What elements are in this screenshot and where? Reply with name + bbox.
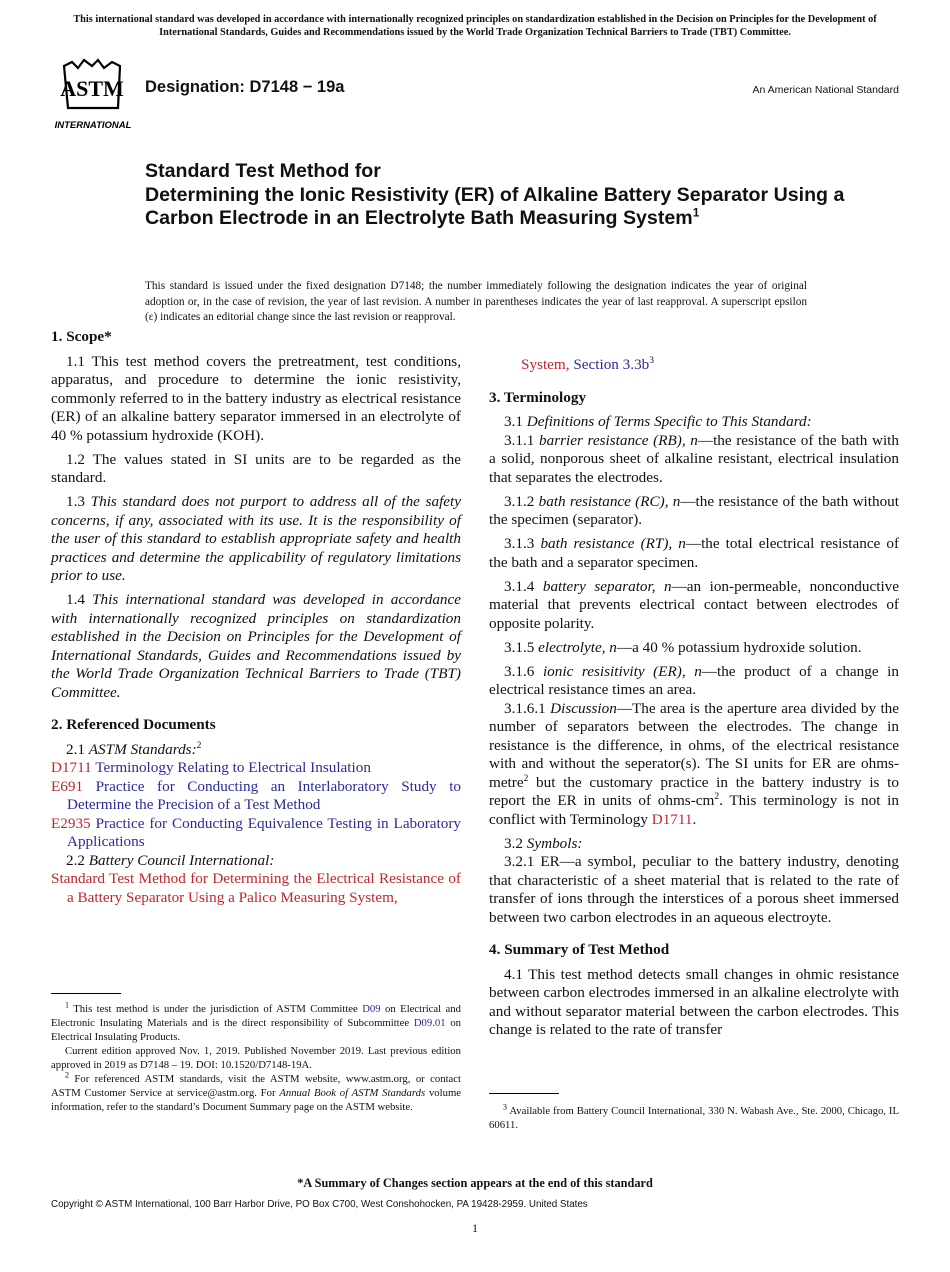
title-footnote-mark: 1 bbox=[692, 205, 700, 220]
battery-council-label: 2.2 Battery Council International: bbox=[66, 851, 275, 869]
discussion-3-1-6-1: 3.1.6.1 Discussion—The area is the aperture area divided by the number of separators between the electrodes. The change in resistance is the difference, in ohms, of the electrical resistance with and without the seperator(s). The SI units for ER are ohms-metre$^2$ but the customary practice in the battery industry is to report the ER in units of ohms-$cm^2$. This terminology is not in conflict with Terminology D1711. bbox=[489, 699, 899, 828]
title-line-1: Standard Test Method for bbox=[145, 160, 381, 182]
summary-4-1: 4.1 This test method detects small changes in ohmic resistance between carbon electrodes immersed in an alkaline electrolyte with and without separator material between the carbon electrodes. This change is related to the rate of transfer bbox=[489, 965, 899, 1038]
ref-e691-link[interactable]: E691 Practice for Conducting an Interlaboratory Study to Determine the Precision of a Test Method bbox=[51, 777, 462, 813]
definition-3-1-6: 3.1.6 ionic resisitivity (ER), n—the product of a change in electrical resistance times an area. bbox=[489, 662, 899, 698]
ref-d1711-link[interactable]: D1711 Terminology Relating to Electrical Insulation bbox=[51, 759, 371, 776]
footnote-d0901-link[interactable]: D09.01 bbox=[413, 1017, 446, 1029]
logo-subtext: INTERNATIONAL bbox=[54, 120, 132, 131]
ref-bci-link[interactable]: Standard Test Method for Determining the Electrical Resistance of a Battery Separator Using a Palico Measuring System, bbox=[51, 870, 461, 906]
footnote-d09-link[interactable]: D09 bbox=[362, 1003, 381, 1015]
terminology-heading: 3. Terminology bbox=[489, 388, 587, 406]
astm-logo-icon bbox=[52, 58, 134, 132]
designation-intro: This standard is issued under the fixed designation D7148; the number immediately following the designation indicates the year of original adoption or, in the case of revision, the year of last revision. A number in parentheses indicates the year of last reapproval. A superscript epsilon (ε) indicates an editorial change since the last revision or reapproval. bbox=[145, 280, 807, 324]
symbols-3-2: 3.2 Symbols: bbox=[504, 834, 583, 852]
scope-1-1: 1.1 This test method covers the pretreatment, test conditions, apparatus, and procedure to determine the ionic resistivity, commonly referred to in the battery industry as electrical resistance (ER) of an alkaline battery separator immersed in an electrolyte of 40 % potassium hydroxide (KOH). bbox=[51, 352, 461, 444]
definition-3-1-3: 3.1.3 bath resistance (RT), n—the total electrical resistance of the bath and a separator specimen. bbox=[489, 535, 900, 571]
designation: Designation: D7148 − 19a bbox=[145, 78, 345, 96]
definition-3-1-4: 3.1.4 battery separator, n—an ion-permeable, nonconductive material that prevents electrical contact between electrodes of opposite polarity. bbox=[489, 577, 900, 632]
footnote-1-edition: Current edition approved Nov. 1, 2019. Published November 2019. Last previous edition approved in 2019 as D7148 – 19. DOI: 10.1520/D7148-19A. bbox=[51, 1045, 461, 1071]
footnote-rule-left bbox=[51, 993, 121, 994]
footnotes-right bbox=[489, 1104, 899, 1132]
definition-3-1-1: 3.1.1 barrier resistance (RB), n—the resistance of the bath with a solid, nonporous sheet of alkaline resistant, electrical insulation that separates the electrodes. bbox=[489, 431, 899, 486]
astm-standards-label: 2.1 ASTM Standards:$^2$ bbox=[66, 740, 202, 758]
scope-1-3: 1.3 This standard does not purport to address all of the safety concerns, if any, associated with its use. It is the responsibility of the user of this standard to establish appropriate safety and health practices and determine the applicability of regulatory limitations prior to use. bbox=[51, 493, 462, 584]
summary-heading: 4. Summary of Test Method bbox=[489, 941, 670, 958]
symbol-3-2-1: 3.2.1 ER—a symbol, peculiar to the battery industry, denoting that characteristic of a sheet material that is related to the rate of transfer of ions through the interstices of a porous sheet immersed between two carbon electrodes in an aqueous electroyte. bbox=[489, 853, 899, 926]
definition-3-1-2: 3.1.2 bath resistance (RC), n—the resistance of the bath without the specimen (separator). bbox=[489, 492, 899, 528]
terminology-3-1: 3.1 Definitions of Terms Specific to This Standard: bbox=[504, 413, 812, 430]
title-line-2: Determining the Ionic Resistivity (ER) of Alkaline Battery Separator Using a Carbon Electrode in an Electrolyte Bath Measuring System$^1$ bbox=[145, 183, 845, 229]
discussion-d1711-link[interactable]: D1711 bbox=[651, 810, 693, 828]
page-number: 1 bbox=[472, 1221, 478, 1235]
footnote-3: $^3$ Available from Battery Council International, 330 N. Wabash Ave., Ste. 2000, Chicago, IL 60611. bbox=[489, 1102, 900, 1131]
definition-3-1-5: 3.1.5 electrolyte, n—a 40 % potassium hydroxide solution. bbox=[504, 638, 862, 656]
logo-text: ASTM bbox=[60, 76, 124, 101]
scope-1-2: 1.2 The values stated in SI units are to be regarded as the standard. bbox=[51, 450, 461, 486]
referenced-documents-heading: 2. Referenced Documents bbox=[51, 716, 216, 733]
summary-of-changes-note: *A Summary of Changes section appears at the end of this standard bbox=[297, 1176, 653, 1190]
document-title bbox=[145, 160, 885, 231]
ref-e2935-link[interactable]: E2935 Practice for Conducting Equivalence Testing in Laboratory Applications bbox=[51, 814, 462, 850]
bci-ref-continuation[interactable]: System, Section $3.3b^3$ bbox=[521, 355, 655, 373]
scope-1-4: 1.4 This international standard was developed in accordance with internationally recognized principles on standardization established in the Decision on Principles for the Development of International Standards, Guides and Recommendations issued by the World Trade Organization Technical Barriers to Trade (TBT) Committee. bbox=[51, 591, 462, 701]
footnote-1: $^1$ This test method is under the jurisdiction of ASTM Committee D09 on Electrical and Electronic Insulating Materials and is the direct responsibility of Subcommittee D09.01 on Electrical Insulating Products. bbox=[51, 1000, 462, 1043]
american-national-standard-label: An American National Standard bbox=[752, 84, 899, 96]
left-column bbox=[51, 328, 461, 907]
footnotes-left bbox=[51, 1002, 461, 1114]
scope-heading: 1. Scope* bbox=[51, 328, 112, 345]
footnote-rule-right bbox=[489, 1093, 559, 1094]
copyright: Copyright © ASTM International, 100 Barr Harbor Drive, PO Box C700, West Conshohocken, PA 19428-2959. United States bbox=[51, 1199, 588, 1210]
right-column bbox=[489, 356, 899, 1045]
top-notice: This international standard was developed in accordance with internationally recognized principles on standardization established in the Decision on Principles for the Development of International Standards, Guides and Recommendations issued by the World Trade Organization Technical Barriers to Trade (TBT) Committee. bbox=[73, 14, 877, 38]
footnote-2: $^2$ For referenced ASTM standards, visit the ASTM website, www.astm.org, or contact ASTM Customer Service at service@astm.org. For Annual Book of ASTM Standards volume information, refer to the standard’s Document Summary page on the ASTM website. bbox=[51, 1070, 462, 1113]
